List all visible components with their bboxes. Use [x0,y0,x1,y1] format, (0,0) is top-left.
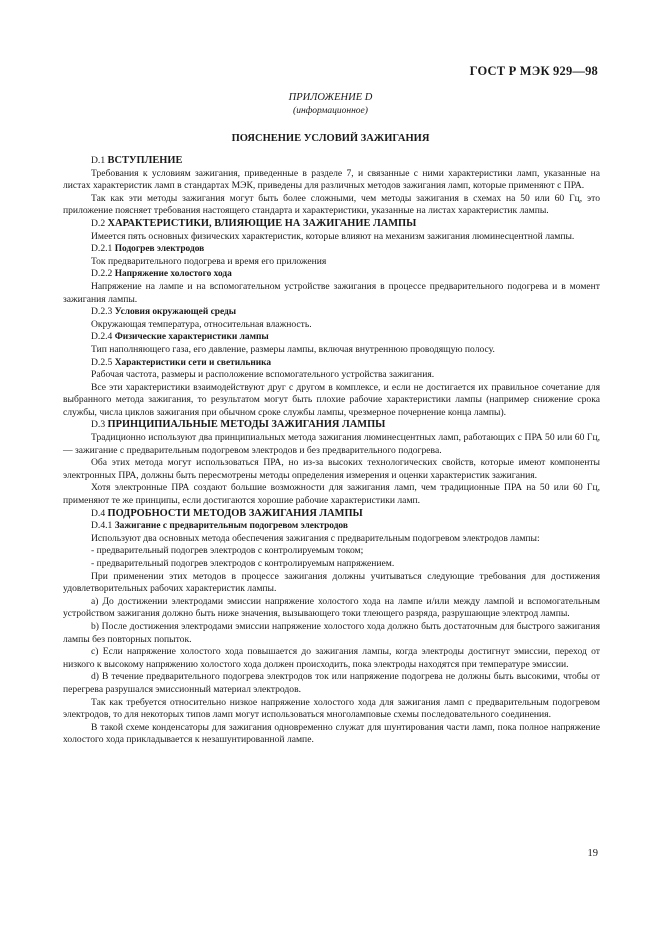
paragraph: Так как требуется относительно низкое напряжение холостого хода для зажигания ламп с предварительным подогревом электродов, то для некоторых типов ламп могут использоваться многоламповые схемы последовательного соединения. [63,696,600,721]
paragraph: Так как эти методы зажигания могут быть более сложными, чем методы зажигания в схемах на 50 или 60 Гц, это приложение поясняет требования настоящего стандарта и характеристики, указанные на листах характеристик лампы. [63,192,600,217]
section-heading-d22 [63,268,600,281]
paragraph: Тип наполняющего газа, его давление, размеры лампы, включая внутреннюю проводящую полосу. [91,343,495,355]
section-title: Характеристики сети и светильника [114,357,272,368]
requirement-item: b) После достижения электродами эмиссии напряжение холостого хода должно быть достаточным для быстрого зажигания лампы без повторных попыток. [63,620,600,645]
section-heading-d4 [63,508,600,521]
section-number: D.2.2 [91,268,113,280]
section-title: Подогрев электродов [114,244,205,255]
section-title: ВСТУПЛЕНИЕ [107,155,183,166]
section-heading-d25 [63,357,600,370]
list-item: - предварительный подогрев электродов с контролируемым током; [91,545,364,557]
paragraph: При применении этих методов в процессе зажигания должны учитываться следующие требования для достижения удовлетворительных рабочих характеристик лампы. [63,570,600,595]
section-number: D.3 [91,419,106,431]
section-number: D.2.4 [91,331,113,343]
section-heading-d24 [63,331,600,344]
paragraph: Требования к условиям зажигания, приведенные в разделе 7, и связанные с ними характеристики ламп, указанные на листах характеристик ламп в стандартах МЭК, приведены для различных методов зажигания ламп, которые применяют с ПРА. [63,167,600,192]
document-title: ПОЯСНЕНИЕ УСЛОВИЙ ЗАЖИГАНИЯ [231,133,430,144]
paragraph: Традиционно используют два принципиальных метода зажигания люминесцентных ламп, работающих с ПРА 50 или 60 Гц, — зажигание с предварительным подогревом электродов и без предварительного подогрева. [63,432,600,456]
paragraph: Напряжение на лампе и на вспомогательном устройстве зажигания в процессе предварительного подогрева и в момент зажигания лампы. [63,280,600,305]
section-title: ПРИНЦИПИАЛЬНЫЕ МЕТОДЫ ЗАЖИГАНИЯ ЛАМПЫ [107,419,386,431]
paragraph: Используют два основных метода обеспечения зажигания с предварительным подогревом электродов лампы: [91,532,540,544]
paragraph: Окружающая температура, относительная влажность. [91,318,312,330]
section-heading-d1 [63,155,600,168]
section-number: D.2.5 [91,356,113,368]
requirement-item: а) До достижении электродами эмиссии напряжение холостого хода на лампе и/или между лампой и вспомогательным устройством зажигания должно быть ниже значения, вызывающего токи тлеющего разряда, разрушающие электрод лампы. [63,595,600,620]
section-title: ПОДРОБНОСТИ МЕТОДОВ ЗАЖИГАНИЯ ЛАМПЫ [107,507,363,519]
section-heading-d21 [63,243,600,256]
section-number: D.1 [91,155,106,166]
paragraph: Хотя электронные ПРА создают большие возможности для зажигания ламп, чем традиционные ПРА на 50 или 60 Гц, применяют те же принципы, если достигаются хорошие рабочие характеристики ламп. [63,482,600,507]
section-number: D.2.1 [91,243,113,255]
paragraph: Все эти характеристики взаимодействуют друг с другом в комплексе, и если не достигается их правильное сочетание для выбранного метода зажигания, то результатом могут быть плохие рабочие характеристики лампы (например снижение срока службы, числа циклов зажигания при обычном сроке службы лампы, чрезмерное почернение конца лампы). [63,381,600,418]
page-number: 19 [587,848,598,859]
section-number: D.4.1 [91,520,113,532]
requirement-item: с) Если напряжение холостого хода повышается до зажигания лампы, когда электроды достигнут эмиссии, переход от низкого к высокому напряжению холостого хода должен происходить, пока электроды находятся при температуре эмиссии. [63,646,600,670]
section-title: Зажигание с предварительным подогревом электродов [114,521,348,532]
paragraph: В такой схеме конденсаторы для зажигания одновременно служат для шунтирования части ламп, пока полное напряжение холостого хода прикладывается к незашунтированной лампе. [63,721,600,746]
paragraph: Оба этих метода могут использоваться ПРА, но из-за высоких технологических свойств, которые имеют компоненты электронных ПРА, должны быть пересмотрены методы определения измерения и оценки характеристик зажигания. [63,457,600,481]
requirement-item: d) В течение предварительного подогрева электродов ток или напряжение подогрева не должны быть высокими, чтобы от перегрева разрушался эмиссионный материал электродов. [63,671,600,695]
document-body [63,155,600,747]
section-heading-d41 [63,520,600,533]
section-heading-d2 [63,218,600,231]
section-heading-d23 [63,306,600,319]
paragraph: Рабочая частота, размеры и расположение вспомогательного устройства зажигания. [91,369,435,381]
section-number: D.2 [91,217,106,229]
paragraph: Имеется пять основных физических характеристик, которые влияют на механизм зажигания люминесцентной лампы. [91,230,575,242]
list-item: - предварительный подогрев электродов с контролируемым напряжением. [91,558,395,569]
appendix-title: ПРИЛОЖЕНИЕ D [288,92,373,103]
section-heading-d3 [63,419,600,432]
section-title: Условия окружающей среды [114,307,237,318]
section-title: ХАРАКТЕРИСТИКИ, ВЛИЯЮЩИЕ НА ЗАЖИГАНИЕ ЛАМПЫ [107,217,417,229]
paragraph: Ток предварительного подогрева и время его приложения [91,255,327,267]
section-title: Физические характеристики лампы [114,332,269,343]
standard-header: ГОСТ Р МЭК 929—98 [469,64,598,78]
section-number: D.2.3 [91,306,113,318]
appendix-subtitle: (информационное) [293,106,368,116]
section-number: D.4 [91,507,106,519]
section-title: Напряжение холостого хода [114,269,232,280]
